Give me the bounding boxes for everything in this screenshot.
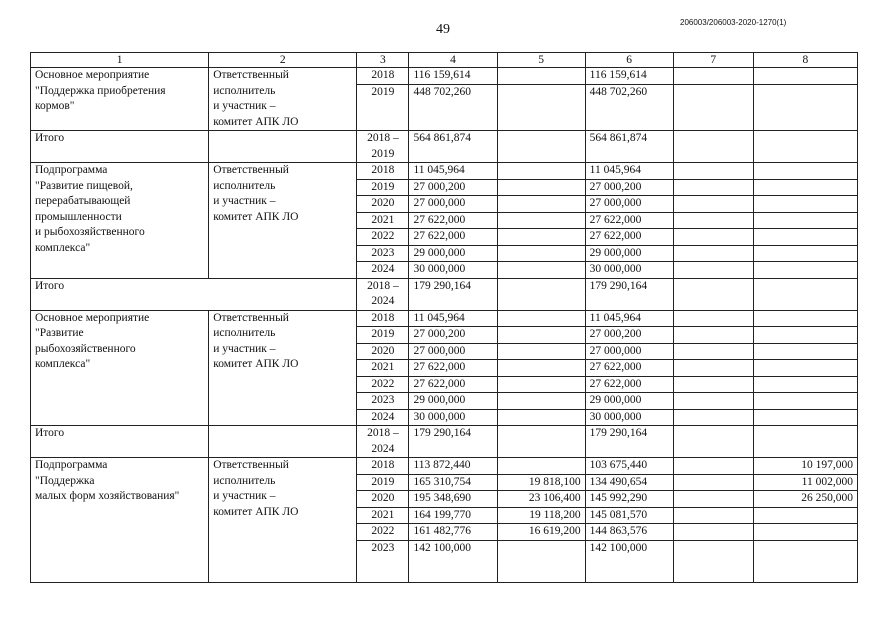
col7-value bbox=[673, 491, 753, 508]
col8-value bbox=[753, 245, 857, 262]
total-label: Итого bbox=[31, 131, 209, 163]
page-number: 49 bbox=[436, 22, 450, 37]
column-header: 7 bbox=[673, 53, 753, 68]
col7-value bbox=[673, 409, 753, 426]
col6-value: 448 702,260 bbox=[585, 85, 673, 131]
col7-value bbox=[673, 507, 753, 524]
cell-text: комплекса" bbox=[35, 241, 91, 254]
year-cell: 2022 bbox=[357, 229, 409, 246]
item-name bbox=[31, 68, 209, 131]
year-cell: 2024 bbox=[357, 409, 409, 426]
year-cell: 2018 bbox=[357, 68, 409, 85]
col4-value: 30 000,000 bbox=[409, 409, 497, 426]
year-cell: 2018 bbox=[357, 310, 409, 327]
col5-value bbox=[497, 229, 585, 246]
year-cell: 2023 bbox=[357, 393, 409, 410]
col7-value bbox=[673, 360, 753, 377]
year-cell: 2023 bbox=[357, 245, 409, 262]
year-cell: 2019 bbox=[357, 179, 409, 196]
cell-text: Основное мероприятие bbox=[35, 311, 150, 324]
cell-text: малых форм хозяйствования" bbox=[35, 490, 180, 502]
col8-value bbox=[753, 68, 857, 85]
col6-value: 144 863,576 bbox=[585, 524, 673, 541]
cell-text: "Поддержка bbox=[35, 474, 95, 487]
col8-value bbox=[753, 507, 857, 524]
col8-value bbox=[753, 376, 857, 393]
total-col8 bbox=[753, 278, 857, 310]
col4-value: 27 000,200 bbox=[409, 179, 497, 196]
total-col6: 179 290,164 bbox=[585, 426, 673, 458]
cell-text: "Развитие bbox=[35, 327, 84, 339]
col5-value bbox=[497, 393, 585, 410]
col7-value bbox=[673, 85, 753, 131]
year-cell: 2021 bbox=[357, 507, 409, 524]
col7-value bbox=[673, 179, 753, 196]
cell-text: Ответственный bbox=[213, 164, 289, 176]
col8-value bbox=[753, 310, 857, 327]
col8-value: 11 002,000 bbox=[753, 474, 857, 491]
col4-value: 164 199,770 bbox=[409, 507, 497, 524]
cell-text: исполнитель bbox=[213, 474, 276, 487]
total-col8 bbox=[753, 426, 857, 458]
cell-text: комитет АПК ЛО bbox=[213, 210, 299, 223]
col5-value: 16 619,200 bbox=[497, 524, 585, 541]
col6-value: 27 000,200 bbox=[585, 327, 673, 344]
col4-value: 27 622,000 bbox=[409, 212, 497, 229]
year-cell: 2023 bbox=[357, 540, 409, 582]
col6-value: 30 000,000 bbox=[585, 262, 673, 279]
responsible bbox=[209, 68, 357, 131]
col4-value: 27 000,000 bbox=[409, 196, 497, 213]
col7-value bbox=[673, 68, 753, 85]
total-row bbox=[31, 426, 858, 458]
cell-text: Ответственный bbox=[213, 311, 289, 324]
responsible bbox=[209, 310, 357, 426]
cell-text: 2024 bbox=[371, 295, 395, 307]
col4-value: 116 159,614 bbox=[409, 68, 497, 85]
col6-value: 27 622,000 bbox=[585, 212, 673, 229]
col8-value: 26 250,000 bbox=[753, 491, 857, 508]
col5-value: 19 118,200 bbox=[497, 507, 585, 524]
column-header: 4 bbox=[409, 53, 497, 68]
header-row bbox=[31, 53, 858, 68]
col5-value bbox=[497, 376, 585, 393]
col7-value bbox=[673, 196, 753, 213]
year-cell: 2021 bbox=[357, 212, 409, 229]
col4-value: 195 348,690 bbox=[409, 491, 497, 508]
year-cell: 2019 bbox=[357, 327, 409, 344]
col7-value bbox=[673, 327, 753, 344]
responsible bbox=[209, 458, 357, 583]
col4-value: 11 045,964 bbox=[409, 163, 497, 180]
col8-value bbox=[753, 524, 857, 541]
col8-value bbox=[753, 212, 857, 229]
col6-value: 103 675,440 bbox=[585, 458, 673, 475]
total-row bbox=[31, 278, 858, 310]
year-cell: 2021 bbox=[357, 360, 409, 377]
col7-value bbox=[673, 393, 753, 410]
total-col5 bbox=[497, 278, 585, 310]
col7-value bbox=[673, 474, 753, 491]
cell-text: 2019 bbox=[371, 147, 395, 160]
col5-value bbox=[497, 327, 585, 344]
cell-text: и участник – bbox=[213, 100, 276, 112]
col4-value: 448 702,260 bbox=[409, 85, 497, 131]
total-label: Итого bbox=[31, 426, 209, 458]
year-cell: 2019 bbox=[357, 85, 409, 131]
col4-value: 165 310,754 bbox=[409, 474, 497, 491]
col4-value: 11 045,964 bbox=[409, 310, 497, 327]
cell-text: перерабатывающей bbox=[35, 195, 131, 207]
cell-text: промышленности bbox=[35, 210, 122, 223]
total-years bbox=[357, 278, 409, 310]
cell-text: 2018 – bbox=[367, 427, 399, 439]
year-cell: 2019 bbox=[357, 474, 409, 491]
responsible bbox=[209, 163, 357, 279]
cell-text: комитет АПК ЛО bbox=[213, 115, 299, 128]
table-row bbox=[31, 68, 858, 85]
col6-value: 27 622,000 bbox=[585, 229, 673, 246]
col5-value bbox=[497, 179, 585, 196]
col5-value bbox=[497, 360, 585, 377]
col8-value bbox=[753, 327, 857, 344]
total-col5 bbox=[497, 131, 585, 163]
table-row bbox=[31, 458, 858, 475]
col8-value bbox=[753, 393, 857, 410]
col7-value bbox=[673, 540, 753, 582]
col8-value bbox=[753, 196, 857, 213]
col5-value bbox=[497, 262, 585, 279]
table-row bbox=[31, 310, 858, 327]
cell-text: и участник – bbox=[213, 195, 276, 207]
total-col4: 179 290,164 bbox=[409, 426, 497, 458]
year-cell: 2024 bbox=[357, 262, 409, 279]
cell-text: кормов" bbox=[35, 100, 75, 112]
item-name bbox=[31, 310, 209, 426]
total-blank bbox=[209, 131, 357, 163]
cell-text: рыбохозяйственного bbox=[35, 342, 136, 355]
col8-value: 10 197,000 bbox=[753, 458, 857, 475]
col6-value: 27 000,000 bbox=[585, 343, 673, 360]
cell-text: Ответственный bbox=[213, 459, 289, 471]
year-cell: 2018 bbox=[357, 458, 409, 475]
table-row bbox=[31, 163, 858, 180]
document-code: 206003/206003-2020-1270(1) bbox=[680, 18, 787, 27]
col7-value bbox=[673, 262, 753, 279]
col4-value: 29 000,000 bbox=[409, 245, 497, 262]
cell-text: Основное мероприятие bbox=[35, 69, 150, 81]
col4-value: 27 000,000 bbox=[409, 343, 497, 360]
cell-text: и участник – bbox=[213, 342, 276, 355]
col6-value: 134 490,654 bbox=[585, 474, 673, 491]
total-col5 bbox=[497, 426, 585, 458]
column-header: 8 bbox=[753, 53, 857, 68]
total-years bbox=[357, 131, 409, 163]
col4-value: 27 622,000 bbox=[409, 229, 497, 246]
total-row bbox=[31, 131, 858, 163]
total-label: Итого bbox=[31, 278, 357, 310]
col5-value bbox=[497, 409, 585, 426]
col4-value: 113 872,440 bbox=[409, 458, 497, 475]
col7-value bbox=[673, 376, 753, 393]
col4-value: 30 000,000 bbox=[409, 262, 497, 279]
col6-value: 145 081,570 bbox=[585, 507, 673, 524]
col6-value: 27 000,200 bbox=[585, 179, 673, 196]
col5-value bbox=[497, 310, 585, 327]
cell-text: 2018 – bbox=[367, 132, 399, 144]
total-years bbox=[357, 426, 409, 458]
col6-value: 30 000,000 bbox=[585, 409, 673, 426]
column-header: 1 bbox=[31, 53, 209, 68]
col4-value: 27 000,200 bbox=[409, 327, 497, 344]
col4-value: 27 622,000 bbox=[409, 376, 497, 393]
col5-value bbox=[497, 163, 585, 180]
col8-value bbox=[753, 360, 857, 377]
year-cell: 2022 bbox=[357, 524, 409, 541]
col7-value bbox=[673, 229, 753, 246]
col4-value: 161 482,776 bbox=[409, 524, 497, 541]
cell-text: "Развитие пищевой, bbox=[35, 179, 133, 192]
col5-value bbox=[497, 540, 585, 582]
col6-value: 29 000,000 bbox=[585, 245, 673, 262]
item-name bbox=[31, 458, 209, 583]
col7-value bbox=[673, 343, 753, 360]
col7-value bbox=[673, 245, 753, 262]
col6-value: 27 622,000 bbox=[585, 360, 673, 377]
cell-text: комплекса" bbox=[35, 358, 91, 370]
col5-value: 19 818,100 bbox=[497, 474, 585, 491]
col5-value bbox=[497, 85, 585, 131]
cell-text: Подпрограмма bbox=[35, 459, 108, 471]
col6-value: 142 100,000 bbox=[585, 540, 673, 582]
budget-table bbox=[30, 52, 858, 583]
col8-value bbox=[753, 229, 857, 246]
col7-value bbox=[673, 310, 753, 327]
cell-text: "Поддержка приобретения bbox=[35, 84, 166, 97]
col8-value bbox=[753, 409, 857, 426]
col8-value bbox=[753, 262, 857, 279]
cell-text: Ответственный bbox=[213, 69, 289, 81]
col6-value: 27 000,000 bbox=[585, 196, 673, 213]
cell-text: комитет АПК ЛО bbox=[213, 505, 299, 518]
item-name bbox=[31, 163, 209, 279]
col8-value bbox=[753, 163, 857, 180]
cell-text: 2024 bbox=[371, 442, 395, 455]
total-col4: 564 861,874 bbox=[409, 131, 497, 163]
col7-value bbox=[673, 163, 753, 180]
col8-value bbox=[753, 343, 857, 360]
cell-text: и рыбохозяйственного bbox=[35, 226, 145, 238]
total-col6: 179 290,164 bbox=[585, 278, 673, 310]
col6-value: 11 045,964 bbox=[585, 310, 673, 327]
col7-value bbox=[673, 524, 753, 541]
total-col8 bbox=[753, 131, 857, 163]
cell-text: 2018 – bbox=[367, 279, 399, 292]
cell-text: Подпрограмма bbox=[35, 164, 108, 176]
col6-value: 145 992,290 bbox=[585, 491, 673, 508]
col8-value bbox=[753, 540, 857, 582]
col5-value bbox=[497, 245, 585, 262]
col5-value bbox=[497, 196, 585, 213]
column-header: 2 bbox=[209, 53, 357, 68]
cell-text: исполнитель bbox=[213, 327, 276, 339]
col5-value: 23 106,400 bbox=[497, 491, 585, 508]
column-header: 6 bbox=[585, 53, 673, 68]
year-cell: 2018 bbox=[357, 163, 409, 180]
col8-value bbox=[753, 85, 857, 131]
col4-value: 142 100,000 bbox=[409, 540, 497, 582]
col5-value bbox=[497, 212, 585, 229]
column-header: 3 bbox=[357, 53, 409, 68]
total-col7 bbox=[673, 131, 753, 163]
year-cell: 2022 bbox=[357, 376, 409, 393]
cell-text: и участник – bbox=[213, 490, 276, 502]
year-cell: 2020 bbox=[357, 343, 409, 360]
col7-value bbox=[673, 458, 753, 475]
col5-value bbox=[497, 458, 585, 475]
col5-value bbox=[497, 68, 585, 85]
col6-value: 11 045,964 bbox=[585, 163, 673, 180]
total-col4: 179 290,164 bbox=[409, 278, 497, 310]
col4-value: 27 622,000 bbox=[409, 360, 497, 377]
year-cell: 2020 bbox=[357, 196, 409, 213]
total-col7 bbox=[673, 278, 753, 310]
year-cell: 2020 bbox=[357, 491, 409, 508]
col5-value bbox=[497, 343, 585, 360]
cell-text: комитет АПК ЛО bbox=[213, 358, 299, 370]
total-blank bbox=[209, 426, 357, 458]
total-col6: 564 861,874 bbox=[585, 131, 673, 163]
col6-value: 27 622,000 bbox=[585, 376, 673, 393]
col6-value: 29 000,000 bbox=[585, 393, 673, 410]
cell-text: исполнитель bbox=[213, 179, 276, 192]
col4-value: 29 000,000 bbox=[409, 393, 497, 410]
col8-value bbox=[753, 179, 857, 196]
col6-value: 116 159,614 bbox=[585, 68, 673, 85]
cell-text: исполнитель bbox=[213, 84, 276, 97]
column-header: 5 bbox=[497, 53, 585, 68]
col7-value bbox=[673, 212, 753, 229]
total-col7 bbox=[673, 426, 753, 458]
